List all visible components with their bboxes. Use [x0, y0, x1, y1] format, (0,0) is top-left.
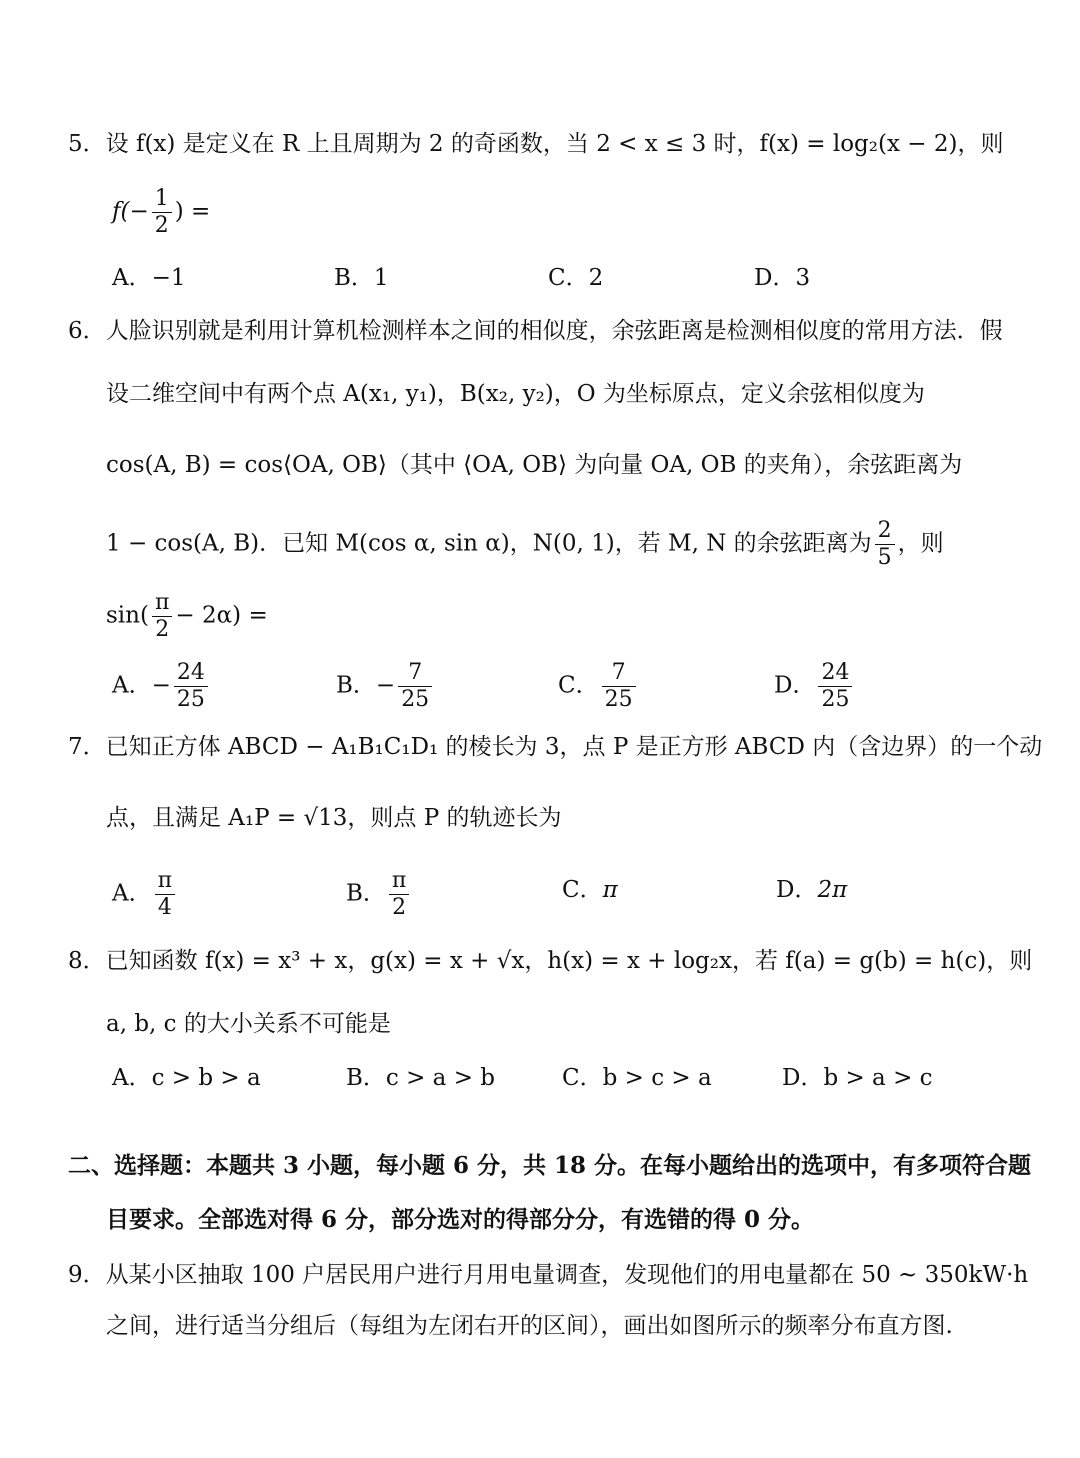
q6-option-b-den: 25 — [398, 686, 432, 713]
q8-option-a: A．c > b > a — [112, 1065, 261, 1091]
q6-line5-prefix: sin( — [106, 602, 149, 629]
q6-line5-frac-num: π — [154, 590, 170, 615]
q6-line3: cos(A, B) = cos⟨OA, OB⟩（其中 ⟨OA, OB⟩ 为向量 OA, OB 的夹角），余弦距离为 — [106, 452, 963, 478]
q5-stem-prefix: f(− — [112, 198, 149, 225]
q6-line2: 设二维空间中有两个点 A(x₁, y₁)，B(x₂, y₂)，O 为坐标原点，定义余弦相似度为 — [106, 381, 925, 407]
q6-line1: 6．人脸识别就是利用计算机检测样本之间的相似度，余弦距离是检测相似度的常用方法．假 — [68, 318, 1003, 344]
q7-option-b — [346, 868, 412, 921]
q6-line5-frac-den: 2 — [152, 616, 172, 643]
q6-option-a-den: 25 — [174, 686, 208, 713]
q8-option-b: B．c > a > b — [346, 1065, 496, 1091]
q6-line4-fraction — [875, 518, 895, 571]
q7-option-c-text: π — [602, 877, 618, 903]
q7-option-d — [776, 874, 847, 906]
q6-option-d — [774, 660, 855, 713]
q5-option-a: A．−1 — [112, 265, 186, 291]
q5-stem-suffix: ) = — [174, 198, 211, 225]
q7-option-d-text: 2π — [817, 877, 848, 903]
q6-line5 — [106, 590, 268, 643]
q6-option-d-fraction — [818, 660, 852, 713]
q6-line5-fraction — [152, 590, 172, 643]
q6-option-a-fraction — [174, 660, 208, 713]
q7-option-b-num: π — [391, 868, 407, 893]
q6-option-c — [558, 660, 639, 713]
q6-option-a-num: 24 — [176, 660, 205, 685]
q6-option-b-label: B． — [336, 672, 376, 699]
q6-option-c-num: 7 — [611, 660, 626, 685]
q7-option-a — [112, 868, 178, 921]
q7-option-c-label: C． — [562, 877, 603, 903]
q6-option-d-label: D． — [774, 672, 816, 699]
q7-option-d-label: D． — [776, 877, 818, 903]
q7-line2: 点，且满足 A₁P = √13，则点 P 的轨迹长为 — [106, 805, 562, 831]
q6-option-c-den: 25 — [602, 686, 636, 713]
q7-option-b-fraction — [389, 868, 409, 921]
q6-option-b — [336, 660, 435, 713]
q7-option-c — [562, 874, 618, 906]
q6-option-b-fraction — [398, 660, 432, 713]
q6-option-d-den: 25 — [818, 686, 852, 713]
q6-line4-frac-den: 5 — [875, 544, 895, 571]
q8-option-c: C．b > c > a — [562, 1065, 712, 1091]
q9-line1: 9．从某小区抽取 100 户居民用户进行月用电量调查，发现他们的用电量都在 50 ~ 350kW·h — [68, 1262, 1029, 1288]
q6-option-a-label: A． — [112, 672, 152, 699]
q8-line1: 8．已知函数 f(x) = x³ + x，g(x) = x + √x，h(x) = x + log₂x，若 f(a) = g(b) = h(c)，则 — [68, 948, 1033, 974]
q6-option-b-sign: − — [375, 672, 396, 699]
q8-option-d: D．b > a > c — [782, 1065, 933, 1091]
q6-option-a — [112, 660, 211, 713]
q6-line4-frac-num: 2 — [877, 518, 892, 543]
q7-option-a-den: 4 — [155, 894, 175, 921]
q6-line4-prefix: 1 − cos(A, B)．已知 M(cos α, sin α)，N(0, 1)，若 M, N 的余弦距离为 — [106, 530, 872, 557]
q5-option-d: D．3 — [754, 265, 811, 291]
q6-option-a-sign: − — [151, 672, 171, 699]
q5-frac-num: 1 — [154, 186, 169, 211]
section2-heading-line1: 二、选择题：本题共 3 小题，每小题 6 分，共 18 分。在每小题给出的选项中，有多项符合题 — [68, 1152, 1032, 1179]
q8-line2: a, b, c 的大小关系不可能是 — [106, 1011, 391, 1037]
q6-line4-suffix: ，则 — [897, 530, 944, 557]
q6-line5-suffix: − 2α) = — [175, 602, 268, 629]
q6-option-c-fraction — [602, 660, 636, 713]
section2-heading-line2: 目要求。全部选对得 6 分，部分选对的得部分分，有选错的得 0 分。 — [106, 1206, 815, 1233]
q9-line2: 之间，进行适当分组后（每组为左闭右开的区间），画出如图所示的频率分布直方图. — [106, 1313, 953, 1339]
q6-line4 — [106, 518, 944, 571]
q5-option-c: C．2 — [548, 265, 604, 291]
q5-option-b: B．1 — [334, 265, 389, 291]
q7-option-a-num: π — [157, 868, 173, 893]
q6-option-b-num: 7 — [408, 660, 423, 685]
q6-option-c-label: C． — [558, 672, 599, 699]
q6-option-d-num: 24 — [821, 660, 850, 685]
q7-option-b-den: 2 — [389, 894, 409, 921]
q5-stem-line2 — [112, 186, 210, 239]
q7-option-a-label: A． — [112, 880, 152, 907]
q7-line1: 7．已知正方体 ABCD − A₁B₁C₁D₁ 的棱长为 3，点 P 是正方形 ABCD 内（含边界）的一个动 — [68, 734, 1043, 760]
q5-stem-line1: 5．设 f(x) 是定义在 R 上且周期为 2 的奇函数，当 2 < x ≤ 3 时，f(x) = log₂(x − 2)，则 — [68, 131, 1004, 157]
q7-option-a-fraction — [155, 868, 175, 921]
q7-option-b-label: B． — [346, 880, 386, 907]
q5-fraction — [152, 186, 172, 239]
q5-frac-den: 2 — [152, 212, 172, 239]
